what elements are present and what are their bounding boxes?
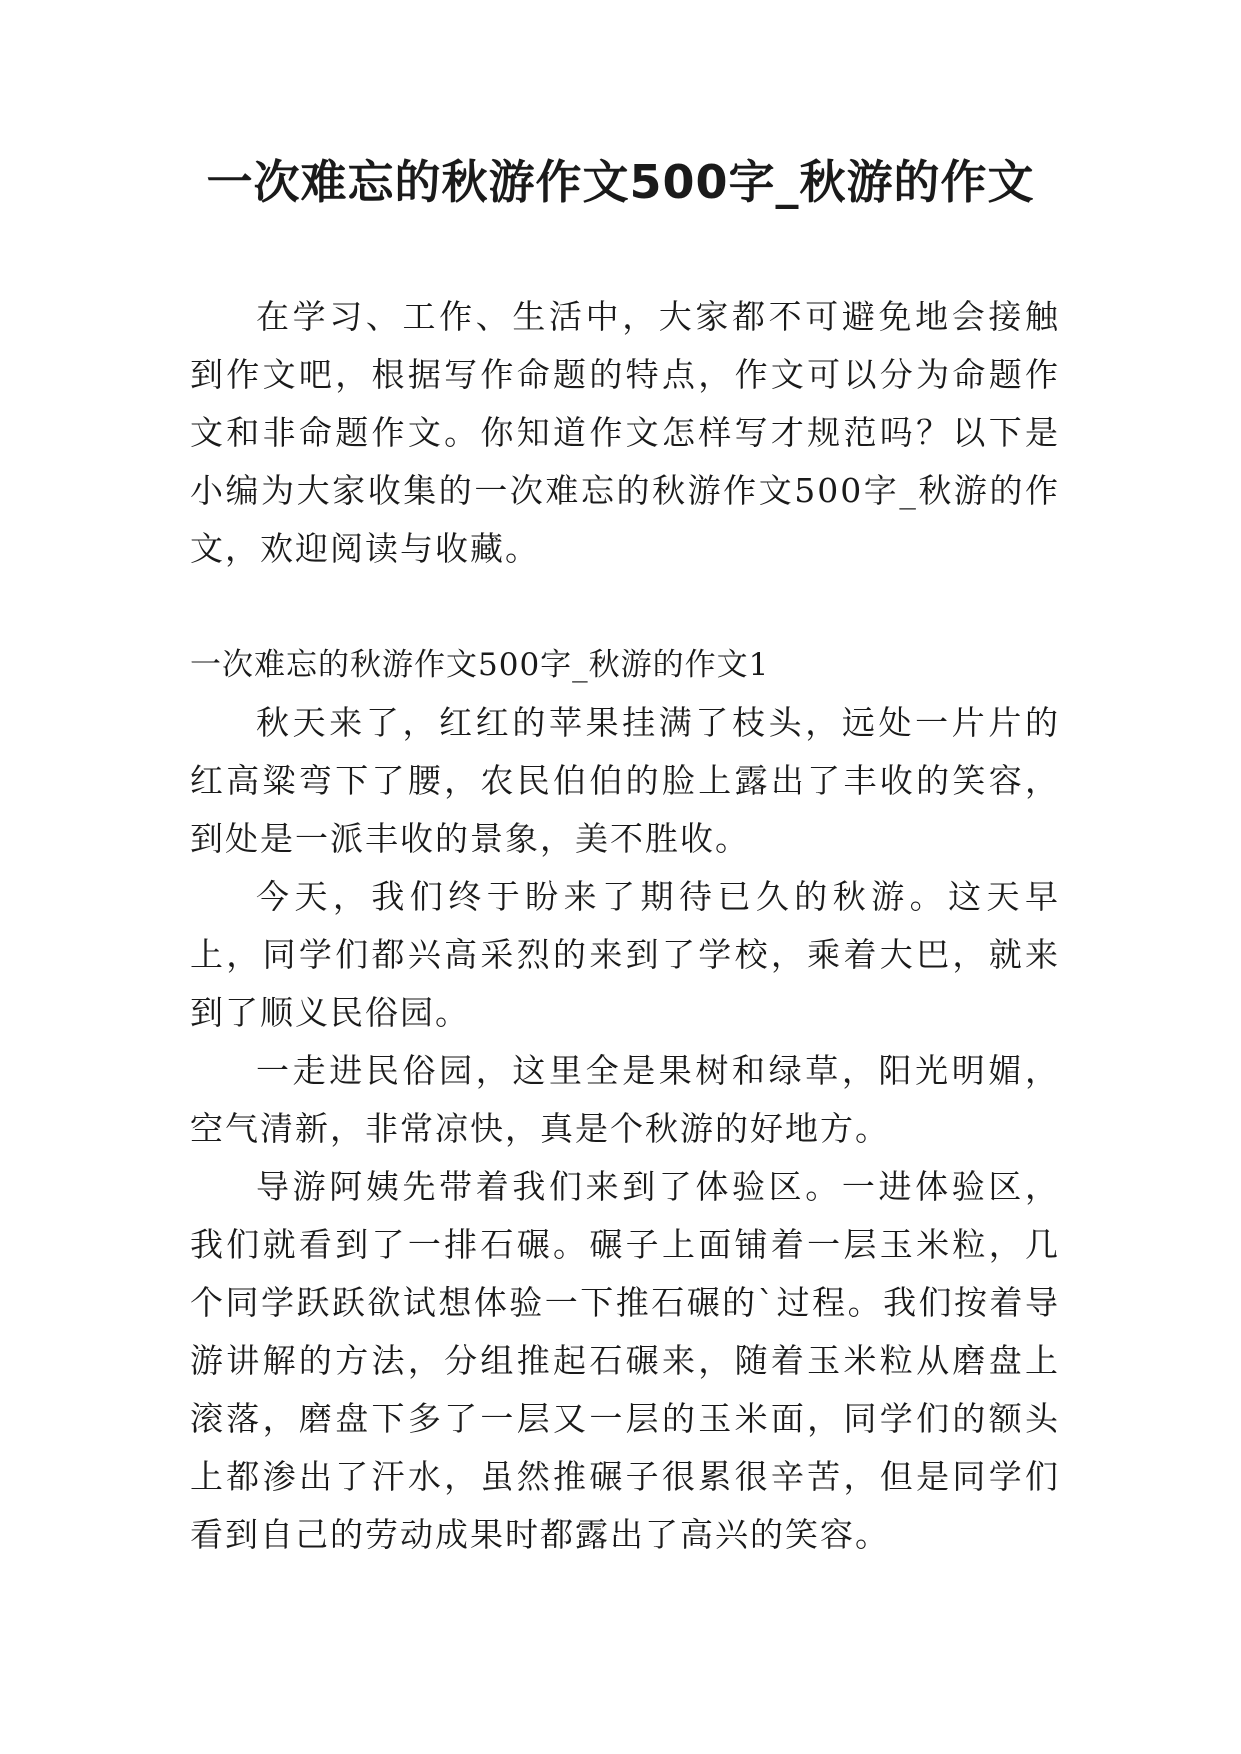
body-paragraph: 导游阿姨先带着我们来到了体验区。一进体验区，我们就看到了一排石碾。碾子上面铺着一层玉米粒，几个同学跃跃欲试想体验一下推石碾的`过程。我们按着导游讲解的方法，分组推起石碾来，随着玉米粒从磨盘上滚落，磨盘下多了一层又一层的玉米面，同学们的额头上都渗出了汗水，虽然推碾子很累很辛苦，但是同学们看到自己的劳动成果时都露出了高兴的笑容。 [190,1167,1060,1554]
body-paragraph: 今天，我们终于盼来了期待已久的秋游。这天早上，同学们都兴高采烈的来到了学校，乘着大巴，就来到了顺义民俗园。 [190,877,1060,1032]
body-paragraph: 秋天来了，红红的苹果挂满了枝头，远处一片片的红高粱弯下了腰，农民伯伯的脸上露出了丰收的笑容，到处是一派丰收的景象，美不胜收。 [190,703,1060,858]
document-body [190,288,1060,1564]
body-paragraph: 一走进民俗园，这里全是果树和绿草，阳光明媚，空气清新，非常凉快，真是个秋游的好地方。 [190,1051,1060,1148]
document-title: 一次难忘的秋游作文500字_秋游的作文 [206,155,1035,209]
section-heading: 一次难忘的秋游作文500字_秋游的作文1 [190,647,770,683]
intro-paragraph: 在学习、工作、生活中，大家都不可避免地会接触到作文吧，根据写作命题的特点，作文可以分为命题作文和非命题作文。你知道作文怎样写才规范吗？以下是小编为大家收集的一次难忘的秋游作文500字_秋游的作文，欢迎阅读与收藏。 [190,297,1060,568]
